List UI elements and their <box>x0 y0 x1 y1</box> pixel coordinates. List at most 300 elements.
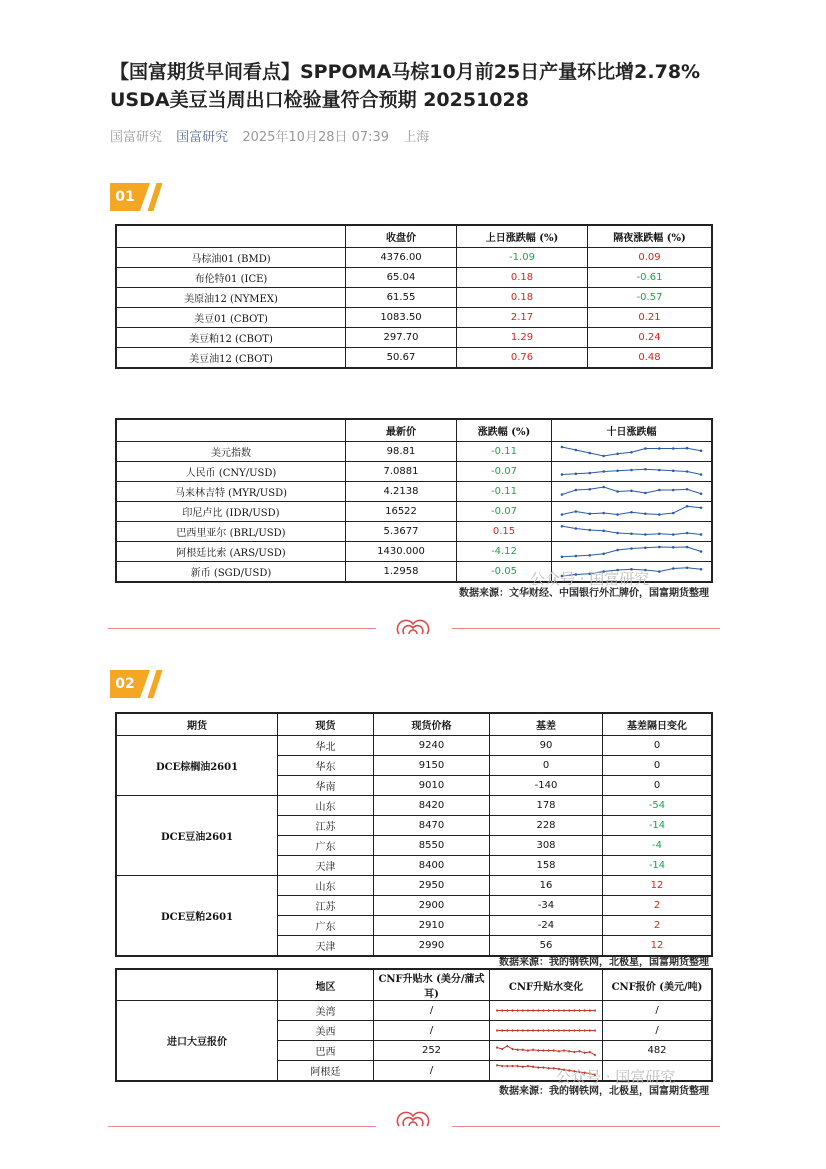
basis-value: 16 <box>490 875 603 895</box>
cnf-sparkline-0-point-19 <box>594 1009 596 1012</box>
cnf-quote: / <box>603 1001 713 1021</box>
cnf-quote: / <box>603 1021 713 1041</box>
account-link[interactable]: 国富研究 <box>176 130 229 145</box>
basis-region: 江苏 <box>278 895 374 915</box>
cnf-sparkline-2-point-13 <box>563 1049 565 1052</box>
fx-sparkline-3-point-2 <box>588 512 591 515</box>
fx-header-trend: 十日涨跌幅 <box>552 419 713 441</box>
fx-sparkline-5-point-2 <box>588 553 591 556</box>
futures-close: 61.55 <box>346 287 457 307</box>
fx-name: 新币 (SGD/USD) <box>116 561 346 582</box>
cnf-premium: 252 <box>374 1041 490 1061</box>
cnf-sparkline-1-point-0 <box>496 1029 498 1032</box>
fx-sparkline-3-point-9 <box>686 504 689 507</box>
fx-price: 98.81 <box>346 441 457 461</box>
fx-sparkline-2-point-4 <box>616 490 619 493</box>
fx-sparkline-4-point-8 <box>672 533 675 536</box>
cnf-sparkline-2-point-0 <box>496 1046 498 1049</box>
cnf-sparkline-0-point-14 <box>568 1009 570 1012</box>
fx-price: 4.2138 <box>346 481 457 501</box>
fx-sparkline-4-point-10 <box>700 533 703 536</box>
fx-trend-cell <box>552 481 713 501</box>
fx-sparkline-5-point-9 <box>686 545 689 548</box>
fx-chg: -0.11 <box>457 441 552 461</box>
fx-sparkline-0 <box>552 442 711 461</box>
futures-night-chg: 0.48 <box>588 347 713 368</box>
fx-sparkline-4-point-3 <box>602 529 605 532</box>
badge-number: 01 <box>115 189 135 205</box>
divider-right <box>452 628 720 629</box>
fx-sparkline-2-point-10 <box>700 492 703 495</box>
fx-sparkline-0-point-1 <box>575 448 578 451</box>
futures-night-chg: 0.21 <box>588 307 713 327</box>
fx-sparkline-5-point-7 <box>658 545 661 548</box>
cnf-sparkline-2-point-18 <box>589 1051 591 1054</box>
cnf-sparkline-2-point-5 <box>522 1048 524 1051</box>
cnf-sparkline-0-point-13 <box>563 1009 565 1012</box>
basis-change: 0 <box>603 755 713 775</box>
cnf-sparkline-2-point-12 <box>558 1050 560 1053</box>
futures-prev-chg: 0.76 <box>457 347 588 368</box>
basis-change: -14 <box>603 815 713 835</box>
futures-header-prev: 上日涨跌幅 (%) <box>457 225 588 247</box>
cnf-sparkline-0-point-2 <box>506 1009 508 1012</box>
basis-change: 0 <box>603 775 713 795</box>
fx-sparkline-0-point-4 <box>616 452 619 455</box>
fx-sparkline-3-point-3 <box>602 511 605 514</box>
cnf-sparkline-1-point-2 <box>506 1029 508 1032</box>
fx-sparkline-0-point-8 <box>672 447 675 450</box>
fx-sparkline-4-point-5 <box>630 532 633 535</box>
cnf-premium: / <box>374 1061 490 1082</box>
cnf-region: 美湾 <box>278 1001 374 1021</box>
fx-sparkline-4-point-7 <box>658 532 661 535</box>
cnf-sparkline-0-point-18 <box>589 1009 591 1012</box>
basis-value: 178 <box>490 795 603 815</box>
source-note-3: 数据来源：我的钢铁网，北极星，国富期货整理 <box>499 1086 709 1097</box>
fx-row <box>116 441 712 461</box>
fx-sparkline-4-point-4 <box>616 531 619 534</box>
cnf-sparkline-1-point-9 <box>543 1029 545 1032</box>
cnf-sparkline-1-point-13 <box>563 1029 565 1032</box>
basis-region: 广东 <box>278 835 374 855</box>
cnf-sparkline-2-point-15 <box>573 1051 575 1054</box>
basis-price: 2900 <box>374 895 490 915</box>
cnf-sparkline-1-point-8 <box>537 1029 539 1032</box>
basis-value: 90 <box>490 735 603 755</box>
futures-name: 马棕油01 (BMD) <box>116 247 346 267</box>
fx-trend-cell <box>552 461 713 481</box>
cnf-sparkline-3-point-5 <box>522 1065 524 1068</box>
fx-sparkline-6-point-9 <box>686 566 689 569</box>
cnf-sparkline-0-point-3 <box>512 1009 514 1012</box>
cnf-sparkline-1-point-11 <box>553 1029 555 1032</box>
cnf-sparkline-2-point-6 <box>527 1049 529 1052</box>
fx-sparkline-6-point-10 <box>700 567 703 570</box>
fx-sparkline-0-point-0 <box>561 445 564 448</box>
basis-region: 华南 <box>278 775 374 795</box>
publish-time: 2025年10月28日 07:39 <box>242 130 390 145</box>
cnf-sparkline-2-point-17 <box>584 1051 586 1054</box>
basis-header-spot: 现货 <box>278 713 374 735</box>
fx-sparkline-4-point-6 <box>644 533 647 536</box>
fx-name: 印尼卢比 (IDR/USD) <box>116 501 346 521</box>
cnf-trend-cell <box>490 1001 603 1021</box>
cnf-sparkline-0-point-0 <box>496 1009 498 1012</box>
basis-header-change: 基差隔日变化 <box>603 713 713 735</box>
cnf-sparkline-1-point-4 <box>517 1029 519 1032</box>
basis-header-future: 期货 <box>116 713 278 735</box>
basis-region: 华东 <box>278 755 374 775</box>
cnf-region: 美西 <box>278 1021 374 1041</box>
cnf-sparkline-1-point-17 <box>584 1029 586 1032</box>
cnf-sparkline-2-line <box>497 1046 595 1055</box>
fx-row <box>116 481 712 501</box>
fx-sparkline-0-point-6 <box>644 447 647 450</box>
fx-sparkline-3-point-8 <box>672 511 675 514</box>
futures-close: 1083.50 <box>346 307 457 327</box>
cnf-sparkline-3-point-10 <box>548 1067 550 1070</box>
basis-region: 山东 <box>278 795 374 815</box>
futures-night-chg: 0.09 <box>588 247 713 267</box>
basis-value: -24 <box>490 915 603 935</box>
basis-value: -34 <box>490 895 603 915</box>
basis-row <box>116 875 712 895</box>
basis-region: 广东 <box>278 915 374 935</box>
fx-sparkline-4-point-1 <box>575 527 578 530</box>
basis-price: 8420 <box>374 795 490 815</box>
cnf-sparkline-0-point-16 <box>579 1009 581 1012</box>
basis-change: 12 <box>603 935 713 956</box>
futures-name: 布伦特01 (ICE) <box>116 267 346 287</box>
section-badge-02 <box>110 670 140 698</box>
fx-sparkline-1-point-3 <box>602 470 605 473</box>
basis-region: 天津 <box>278 935 374 956</box>
cnf-header-quote: CNF报价 (美元/吨) <box>603 969 713 1001</box>
basis-change: 2 <box>603 915 713 935</box>
fx-sparkline-1-point-10 <box>700 473 703 476</box>
fx-name: 人民币 (CNY/USD) <box>116 461 346 481</box>
futures-row <box>116 267 712 287</box>
divider-left <box>108 628 376 629</box>
fx-sparkline-3 <box>552 502 711 521</box>
divider-right-2 <box>452 1126 720 1127</box>
cnf-sparkline-2-point-11 <box>553 1049 555 1052</box>
cnf-sparkline-0-point-1 <box>501 1009 503 1012</box>
cnf-sparkline-3-point-6 <box>527 1065 529 1068</box>
fx-sparkline-1-point-6 <box>644 467 647 470</box>
futures-prev-chg: 1.29 <box>457 327 588 347</box>
basis-change: -14 <box>603 855 713 875</box>
fx-sparkline-3-point-5 <box>630 510 633 513</box>
fx-chg: -4.12 <box>457 541 552 561</box>
cnf-sparkline-1-point-10 <box>548 1029 550 1032</box>
fx-row <box>116 541 712 561</box>
basis-row <box>116 795 712 815</box>
cnf-sparkline-2-point-4 <box>517 1048 519 1051</box>
fx-sparkline-1-point-9 <box>686 470 689 473</box>
cnf-sparkline-2-point-3 <box>512 1048 514 1051</box>
fx-sparkline-5-point-4 <box>616 548 619 551</box>
cnf-sparkline-0-point-11 <box>553 1009 555 1012</box>
futures-night-chg: -0.57 <box>588 287 713 307</box>
cloud-ornament-icon <box>395 1108 431 1128</box>
fx-sparkline-5-point-5 <box>630 547 633 550</box>
cnf-sparkline-0-point-9 <box>543 1009 545 1012</box>
futures-row <box>116 287 712 307</box>
cnf-premium: / <box>374 1021 490 1041</box>
fx-sparkline-2-point-3 <box>602 485 605 488</box>
basis-value: 158 <box>490 855 603 875</box>
basis-region: 山东 <box>278 875 374 895</box>
fx-sparkline-2-point-6 <box>644 491 647 494</box>
basis-change: 0 <box>603 735 713 755</box>
cnf-sparkline-2-point-19 <box>594 1054 596 1057</box>
basis-price: 9150 <box>374 755 490 775</box>
cnf-quote: 482 <box>603 1041 713 1061</box>
basis-future: DCE棕榈油2601 <box>116 735 278 795</box>
basis-header-basis: 基差 <box>490 713 603 735</box>
fx-sparkline-0-point-7 <box>658 447 661 450</box>
fx-sparkline-3-point-4 <box>616 513 619 516</box>
cnf-sparkline-2-point-16 <box>579 1050 581 1053</box>
futures-night-chg: 0.24 <box>588 327 713 347</box>
fx-sparkline-4-point-0 <box>561 524 564 527</box>
cnf-sparkline-3-point-3 <box>512 1065 514 1068</box>
basis-region: 江苏 <box>278 815 374 835</box>
cnf-sparkline-1 <box>490 1021 602 1040</box>
basis-value: -140 <box>490 775 603 795</box>
cnf-header-trend: CNF升贴水变化 <box>490 969 603 1001</box>
fx-trend-cell <box>552 501 713 521</box>
fx-sparkline-2-point-9 <box>686 487 689 490</box>
section-badge-01 <box>110 183 140 211</box>
cnf-sparkline-1-point-14 <box>568 1029 570 1032</box>
fx-sparkline-0-point-2 <box>588 451 591 454</box>
fx-price: 7.0881 <box>346 461 457 481</box>
fx-sparkline-4 <box>552 522 711 541</box>
basis-price: 8550 <box>374 835 490 855</box>
basis-price: 2950 <box>374 875 490 895</box>
basis-price: 9240 <box>374 735 490 755</box>
cnf-sparkline-1-point-3 <box>512 1029 514 1032</box>
cnf-sparkline-3-point-7 <box>532 1065 534 1068</box>
futures-row <box>116 247 712 267</box>
cloud-ornament-icon <box>395 616 431 636</box>
basis-value: 228 <box>490 815 603 835</box>
futures-table <box>115 224 713 369</box>
fx-sparkline-0-point-5 <box>630 450 633 453</box>
cnf-region: 阿根廷 <box>278 1061 374 1082</box>
fx-price: 5.3677 <box>346 521 457 541</box>
basis-price: 2990 <box>374 935 490 956</box>
basis-header-price: 现货价格 <box>374 713 490 735</box>
futures-name: 美原油12 (NYMEX) <box>116 287 346 307</box>
basis-change: 2 <box>603 895 713 915</box>
basis-change: -54 <box>603 795 713 815</box>
fx-header-0 <box>116 419 346 441</box>
fx-sparkline-3-point-6 <box>644 512 647 515</box>
cnf-header-region: 地区 <box>278 969 374 1001</box>
source-note-2: 数据来源：我的钢铁网，北极星，国富期货整理 <box>499 957 709 968</box>
basis-value: 56 <box>490 935 603 956</box>
basis-table <box>115 712 713 957</box>
futures-close: 4376.00 <box>346 247 457 267</box>
futures-close: 50.67 <box>346 347 457 368</box>
basis-value: 308 <box>490 835 603 855</box>
basis-row <box>116 735 712 755</box>
fx-sparkline-5 <box>552 542 711 561</box>
fx-sparkline-1-point-0 <box>561 473 564 476</box>
cnf-sparkline-1-point-5 <box>522 1029 524 1032</box>
cnf-sparkline-2-point-14 <box>568 1050 570 1053</box>
fx-sparkline-3-point-7 <box>658 513 661 516</box>
cnf-sparkline-0-point-4 <box>517 1009 519 1012</box>
cnf-sparkline-0-point-17 <box>584 1009 586 1012</box>
cnf-sparkline-3-point-1 <box>501 1065 503 1068</box>
cnf-trend-cell <box>490 1021 603 1041</box>
fx-chg: -0.07 <box>457 461 552 481</box>
futures-night-chg: -0.61 <box>588 267 713 287</box>
fx-trend-cell <box>552 521 713 541</box>
futures-name: 美豆01 (CBOT) <box>116 307 346 327</box>
fx-chg: -0.07 <box>457 501 552 521</box>
fx-sparkline-0-point-9 <box>686 446 689 449</box>
fx-sparkline-3-point-10 <box>700 506 703 509</box>
watermark-2: 公众号 · 国富研究 <box>556 1068 676 1086</box>
location: 上海 <box>403 130 430 145</box>
futures-header-night: 隔夜涨跌幅 (%) <box>588 225 713 247</box>
cnf-sparkline-3-point-9 <box>543 1066 545 1069</box>
article-meta <box>110 126 439 145</box>
cnf-trend-cell <box>490 1041 603 1061</box>
cnf-sparkline-0-point-8 <box>537 1009 539 1012</box>
fx-sparkline-0-point-3 <box>602 454 605 457</box>
fx-sparkline-1-point-1 <box>575 472 578 475</box>
cnf-sparkline-0-point-15 <box>573 1009 575 1012</box>
cnf-sparkline-3-point-8 <box>537 1066 539 1069</box>
cnf-sparkline-0-point-5 <box>522 1009 524 1012</box>
basis-price: 9010 <box>374 775 490 795</box>
futures-name: 美豆粕12 (CBOT) <box>116 327 346 347</box>
fx-sparkline-5-point-3 <box>602 552 605 555</box>
cnf-sparkline-3-point-11 <box>553 1067 555 1070</box>
cnf-header-premium: CNF升贴水 (美分/蒲式耳) <box>374 969 490 1001</box>
fx-sparkline-1 <box>552 462 711 481</box>
cnf-sparkline-2-point-2 <box>506 1045 508 1048</box>
fx-sparkline-2-point-5 <box>630 489 633 492</box>
fx-price: 1430.000 <box>346 541 457 561</box>
cnf-sparkline-0-point-12 <box>558 1009 560 1012</box>
fx-sparkline-3-point-1 <box>575 510 578 513</box>
futures-prev-chg: -1.09 <box>457 247 588 267</box>
fx-name: 阿根廷比索 (ARS/USD) <box>116 541 346 561</box>
futures-header-0 <box>116 225 346 247</box>
cnf-sparkline-0-point-7 <box>532 1009 534 1012</box>
cnf-sparkline-0 <box>490 1001 602 1020</box>
basis-change: 12 <box>603 875 713 895</box>
cnf-sparkline-1-point-7 <box>532 1029 534 1032</box>
basis-region: 华北 <box>278 735 374 755</box>
cnf-sparkline-0-point-6 <box>527 1009 529 1012</box>
fx-trend-cell <box>552 541 713 561</box>
cnf-sparkline-3-point-0 <box>496 1064 498 1067</box>
fx-sparkline-5-point-10 <box>700 550 703 553</box>
cnf-sparkline-1-point-6 <box>527 1029 529 1032</box>
futures-close: 297.70 <box>346 327 457 347</box>
futures-prev-chg: 0.18 <box>457 287 588 307</box>
basis-change: -4 <box>603 835 713 855</box>
fx-sparkline-2-point-2 <box>588 487 591 490</box>
fx-name: 美元指数 <box>116 441 346 461</box>
cnf-sparkline-1-point-18 <box>589 1029 591 1032</box>
fx-sparkline-0-point-10 <box>700 449 703 452</box>
cnf-sparkline-1-point-16 <box>579 1029 581 1032</box>
cnf-sparkline-2-point-9 <box>543 1049 545 1052</box>
fx-header-chg: 涨跌幅 (%) <box>457 419 552 441</box>
fx-sparkline-2 <box>552 482 711 501</box>
cnf-table <box>115 968 713 1082</box>
fx-sparkline-2-point-8 <box>672 488 675 491</box>
fx-sparkline-6-point-8 <box>672 567 675 570</box>
fx-sparkline-5-point-1 <box>575 554 578 557</box>
fx-trend-cell <box>552 441 713 461</box>
basis-price: 2910 <box>374 915 490 935</box>
fx-chg: -0.11 <box>457 481 552 501</box>
cnf-label: 进口大豆报价 <box>116 1001 278 1082</box>
fx-sparkline-5-point-6 <box>644 546 647 549</box>
basis-price: 8470 <box>374 815 490 835</box>
futures-row <box>116 347 712 368</box>
cnf-sparkline-2-point-10 <box>548 1049 550 1052</box>
divider-left-2 <box>108 1126 376 1127</box>
source-note-1: 数据来源：文华财经、中国银行外汇牌价，国富期货整理 <box>459 588 709 599</box>
futures-name: 美豆油12 (CBOT) <box>116 347 346 368</box>
fx-row <box>116 461 712 481</box>
cnf-sparkline-2-point-7 <box>532 1048 534 1051</box>
futures-prev-chg: 2.17 <box>457 307 588 327</box>
futures-row <box>116 327 712 347</box>
fx-sparkline-4-point-2 <box>588 528 591 531</box>
fx-name: 巴西里亚尔 (BRL/USD) <box>116 521 346 541</box>
fx-sparkline-1-point-2 <box>588 471 591 474</box>
fx-sparkline-1-point-8 <box>672 469 675 472</box>
cnf-premium: / <box>374 1001 490 1021</box>
futures-header-close: 收盘价 <box>346 225 457 247</box>
fx-table <box>115 418 713 583</box>
cnf-sparkline-2-point-1 <box>501 1048 503 1051</box>
cnf-sparkline-0-point-10 <box>548 1009 550 1012</box>
futures-prev-chg: 0.18 <box>457 267 588 287</box>
fx-sparkline-1-point-4 <box>616 469 619 472</box>
cnf-row <box>116 1001 712 1021</box>
author: 国富研究 <box>110 130 163 145</box>
basis-value: 0 <box>490 755 603 775</box>
fx-sparkline-4-point-9 <box>686 531 689 534</box>
cnf-sparkline-3-point-2 <box>506 1065 508 1068</box>
basis-future: DCE豆油2601 <box>116 795 278 875</box>
cnf-sparkline-1-point-12 <box>558 1029 560 1032</box>
fx-sparkline-6-point-7 <box>658 570 661 573</box>
basis-region: 天津 <box>278 855 374 875</box>
cnf-sparkline-1-point-1 <box>501 1029 503 1032</box>
watermark: 公众号 · 国富研究 <box>530 570 650 588</box>
fx-row <box>116 501 712 521</box>
fx-price: 16522 <box>346 501 457 521</box>
cnf-sparkline-3-point-4 <box>517 1065 519 1068</box>
fx-price: 1.2958 <box>346 561 457 582</box>
cnf-sparkline-2 <box>490 1041 602 1060</box>
